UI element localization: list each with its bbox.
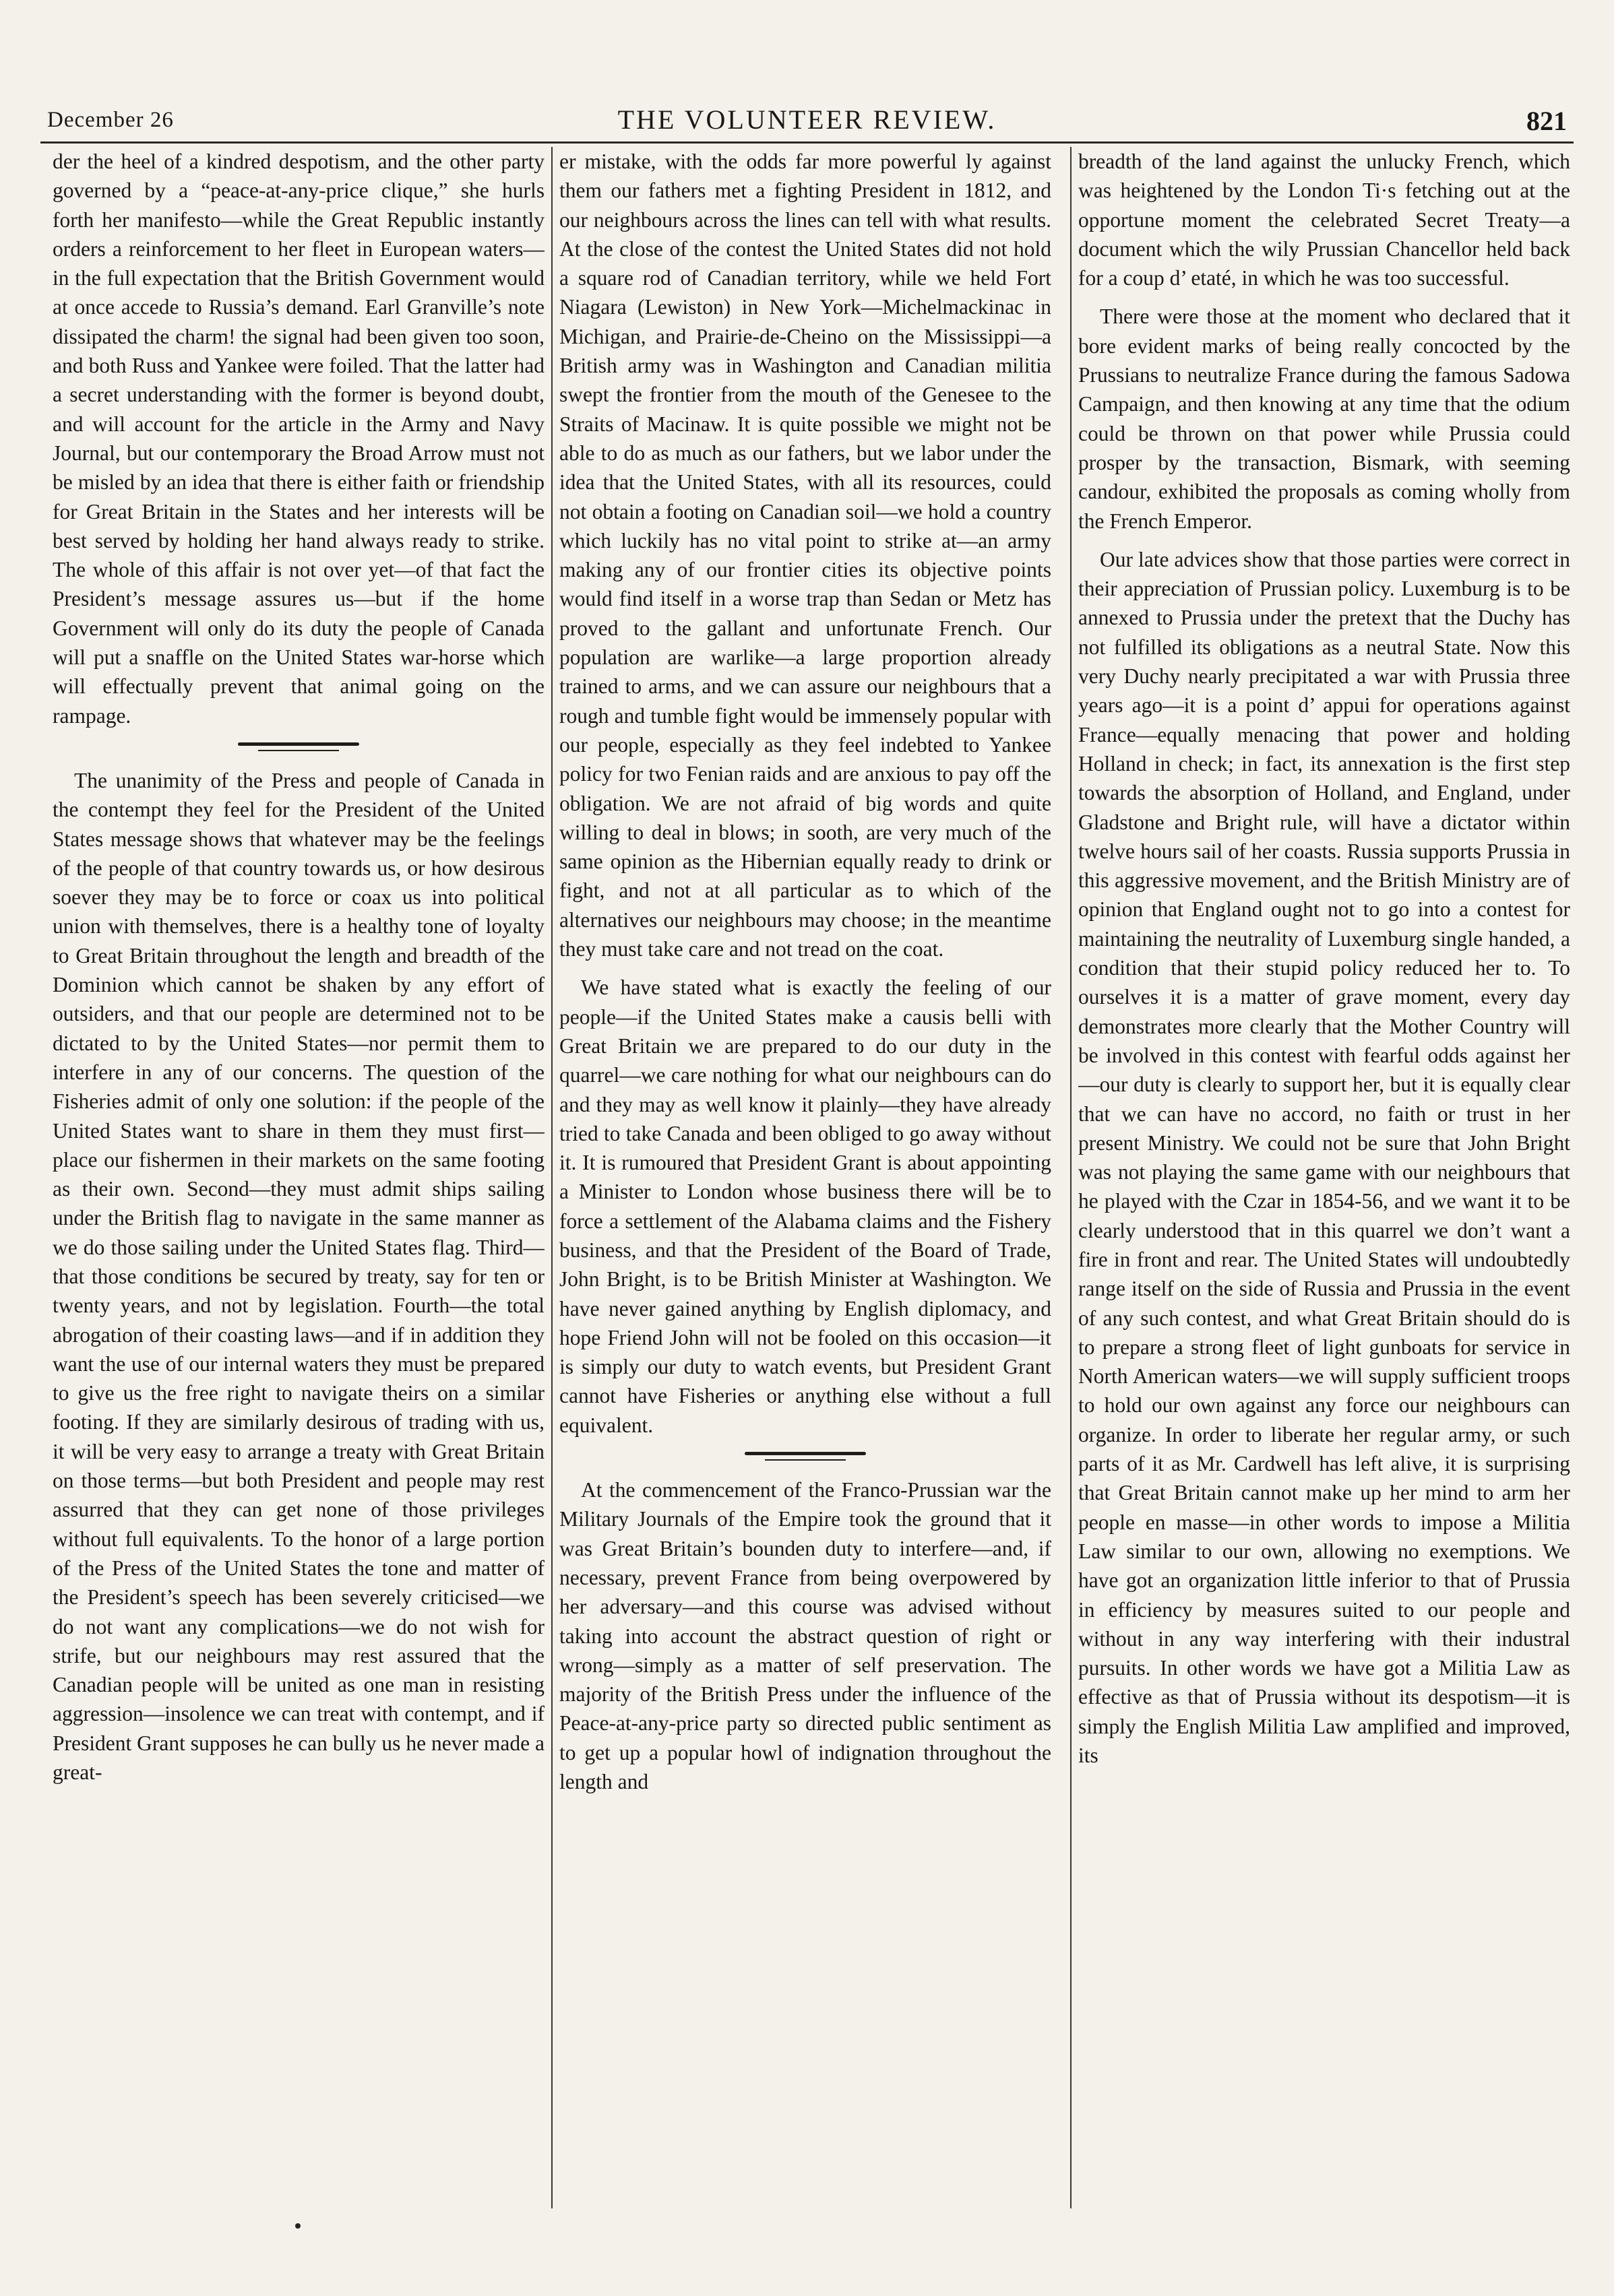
article-paragraph: er mistake, with the odds far more powerful ly against them our fathers met a fighting President in 1812, and our neighbours across the lines can tell with what results. At the close of the contest the United States did not hold a square rod of Canadian territory, while we held Fort Niagara (Lewiston) in New York—Michelmackinac in Michigan, and Prairie-de-Cheino on the Mississippi—a British army was in Washington and Canadian militia swept the frontier from the mouth of the Genesee to the Straits of Macinaw. It is quite possible we might not be able to do as much as our fathers, but we labor under the idea that the United States, with all its resources, could not obtain a footing on Canadian soil—we hold a country which luckily has no vital point to strike at—an army making any of our frontier cities its objective points would find itself in a worse trap than Sedan or Metz has proved to the gallant and unfortunate French. Our population are warlike—a large proportion already trained to arms, and we can assure our neighbours that a rough and tumble fight would be immensely popular with our people, especially as they feel indebted to Yankee policy for two Fenian raids and are anxious to pay off the obligation. We are not afraid of big words and quite willing to deal in blows; in sooth, are very much of the same opinion as the Hibernian equally ready to drink or fight, and not at all particular as to which of the alternatives our neighbours may choose; in the meantime they must take care and not tread on the coat.	[559, 150, 1051, 961]
column-divider	[1070, 147, 1072, 2208]
header-rule	[40, 141, 1574, 144]
page-number: 821	[1526, 106, 1567, 136]
page-header	[40, 101, 1574, 141]
article-paragraph: Our late advices show that those parties were correct in their appreciation of Prussian policy. Luxemburg is to be annexed to Prussia under the pretext that the Duchy has not fulfilled its obligations as a neutral State. Now this very Duchy nearly precipitated a war with Prussia three years ago—it is a point d’ appui for operations against France—equally menacing that power and holding Holland in check; in fact, its annexation is the first step towards the absorption of Holland, and England, under Gladstone and Bright rule, will have a dictator within twelve hours sail of her coasts. Russia supports Prussia in this aggressive movement, and the British Ministry are of opinion that England ought not to go into a contest for maintaining the neutrality of Luxemburg single handed, a condition that their stupid policy reduced her to. To ourselves it is a matter of grave moment, every day demonstrates more clearly that the Mother Country will be involved in this contest with fearful odds against her—our duty is clearly to support her, but it is equally clear that we can have no accord, no faith or trust in her present Ministry. We could not be sure that John Bright was not playing the same game with our neighbours that he played with the Czar in 1854-56, and we want it to be clearly understood that in this quarrel we don’t want a fire in front and rear. The United States will undoubtedly range itself on the side of Russia and Prussia in the event of any such contest, and what Great Britain should do is to prepare a strong fleet of light gunboats for service in North American waters—we will supply sufficient troops to hold our own against any force our neighbours can organize. In order to liberate her regular army, or such parts of it as Mr. Cardwell has left alive, it is surprising that Great Britain cannot make up her mind to arm her people en masse—in other words to impose a Militia Law similar to our own, allowing no exemptions. We have got an organization little inferior to that of Prussia in efficiency by measures suited to our people and without in any way interfering with their industral pursuits. In other words we have got a Militia Law as effective as that of Prussia without its despotism—it is simply the English Militia Law amplified and improved, its	[1078, 547, 1570, 1768]
issue-date: December 26	[47, 108, 174, 132]
print-speck	[295, 2223, 301, 2229]
article-paragraph: At the commencement of the Franco-Prussian war the Military Journals of the Empire took the ground that it was Great Britain’s bounden duty to interfere—and, if necessary, prevent France from being overpowered by her adversary—and this course was advised without taking into account the abstract question of right or wrong—simply as a matter of self preservation. The majority of the British Press under the influence of the Peace-at-any-price party so directed public sentiment as to get up a popular howl of indignation throughout the length and	[559, 1478, 1051, 1794]
text-column-1	[53, 147, 545, 2222]
text-column-3	[1078, 147, 1570, 2222]
column-divider	[551, 147, 553, 2208]
article-paragraph: The unanimity of the Press and people of Canada in the contempt they feel for the President of the United States message shows that whatever may be the feelings of the people of that country towards us, or how desirous soever they may be to force or coax us into political union with themselves, there is a healthy tone of loyalty to Great Britain throughout the length and breadth of the Dominion which cannot be shaken by any effort of outsiders, and that our people are determined not to be dictated to by the United States—nor permit them to interfere in any of our concerns. The question of the Fisheries admit of only one solution: if the people of the United States want to share in them they must first—place our fishermen in their markets on the same footing as their own. Second—they must admit ships sailing under the British flag to navigate in the same manner as we do those sailing under the United States flag. Third—that those conditions be secured by treaty, say for ten or twenty years, and not by legislation. Fourth—the total abrogation of their coasting laws—and if in addition they want the use of our internal waters they must be prepared to give us the free right to navigate theirs on a similar footing. If they are similarly desirous of trading with us, it will be very easy to arrange a treaty with Great Britain on those terms—but both President and people may rest assurred that they can get none of those privileges without full equivalents. To the honor of a large portion of the Press of the United States the tone and matter of the President’s speech has been severely criticised—we do not want any complications—we do not wish for strife, but our neighbours may rest assured that the Canadian people will be united as one man in resisting aggression—insolence we can treat with contempt, and if President Grant supposes he can bully us he never made a great-	[53, 768, 545, 1785]
article-paragraph: There were those at the moment who declared that it bore evident marks of being really concocted by the Prussians to neutralize France during the famous Sadowa Campaign, and then knowing at any time that the odium could be thrown on that power while Prussia could prosper by the transaction, Bismark, with seeming candour, exhibited the proposals as coming wholly from the French Emperor.	[1078, 305, 1570, 533]
article-separator	[745, 1452, 866, 1461]
article-paragraph: der the heel of a kindred despotism, and the other party governed by a “peace-at-any-price clique,” she hurls forth her manifesto—while the Great Republic instantly orders a reinforcement to her fleet in European waters—in the full expectation that the British Government would at once accede to Russia’s demand. Earl Granville’s note dissipated the charm! the signal had been given too soon, and both Russ and Yankee were foiled. That the latter had a secret understanding with the former is beyond doubt, and will account for the article in the Army and Navy Journal, but our contemporary the Broad Arrow must not be misled by an idea that there is either faith or friendship for Great Britain in the States and her interests will be best served by holding her hand always ready to strike. The whole of this affair is not over yet—of that fact the President’s message assures us—but if the home Government will only do its duty the people of Canada will put a snaffle on the United States war-horse which will effectually prevent that animal going on the rampage.	[53, 150, 545, 728]
article-separator	[238, 742, 359, 751]
article-paragraph: We have stated what is exactly the feeling of our people—if the United States make a causis belli with Great Britain we are prepared to do our duty in the quarrel—we care nothing for what our neighbours can do and they may as well know it plainly—they have already tried to take Canada and been obliged to go away without it. It is rumoured that President Grant is about appointing a Minister to London whose business there will be to force a settlement of the Alabama claims and the Fishery business, and that the President of the Board of Trade, John Bright, is to be British Minister at Washington. We have never gained anything by English diplomacy, and hope Friend John will not be fooled on this occasion—it is simply our duty to watch events, but President Grant cannot have Fisheries or anything else without a full equivalent.	[559, 976, 1051, 1437]
text-column-2	[559, 147, 1051, 2222]
article-paragraph: breadth of the land against the unlucky French, which was heightened by the London Ti·s fetching out at the opportune moment the celebrated Secret Treaty—a document which the wily Prussian Chancellor held back for a coup d’ etaté, in which he was too successful.	[1078, 150, 1570, 290]
publication-title: THE VOLUNTEER REVIEW.	[617, 104, 997, 135]
